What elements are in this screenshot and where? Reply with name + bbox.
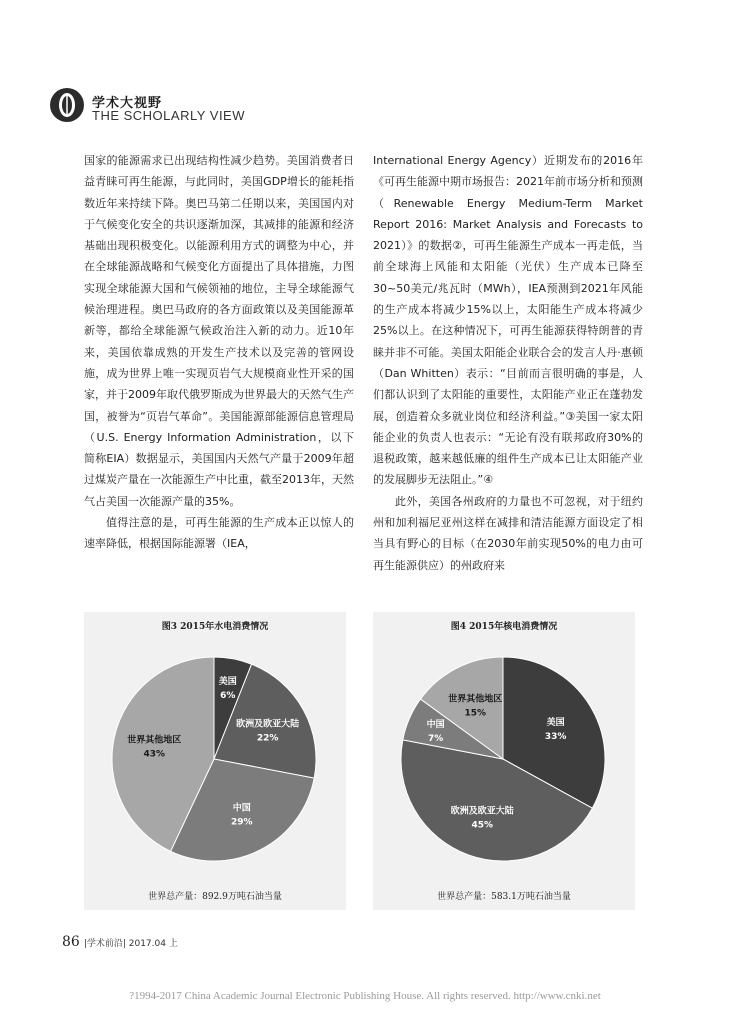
section-title: 学术大视野 (92, 96, 163, 111)
copyright-notice: ?1994-2017 China Academic Journal Electronic Publishing House. All rights reserved. http://www.cnki.net (129, 990, 601, 1002)
slice-label-pct: 33% (544, 731, 567, 742)
paragraph: 值得注意的是，可再生能源的生产成本正以惊人的速率降低，根据国际能源署（IEA， (84, 516, 354, 551)
slice-label-pct: 45% (471, 820, 494, 831)
slice-label-pct: 6% (220, 690, 236, 701)
figure-hydro (84, 612, 346, 910)
slice-label-pct: 43% (143, 749, 166, 760)
slice-label-name: 中国 (426, 719, 445, 730)
page-number: 86 (62, 934, 80, 950)
figure-title: 图3 2015年水电消费情况 (161, 622, 269, 632)
paragraph: International Energy Agency）近期发布的2016年《可再生能源中期市场报告：2021年前市场分析和预测（Renewable Energy Medium-Term Market Report 2016: Market Analysis and Forecasts to 2021）》的数据②，可再生能源生产成本一再走低，当前全球海上风能和太阳能（光伏）生产成本已降至30~50美元/兆瓦时（MWh），IEA预测到2021年风能的生产成本将减少15%以上，太阳能生产成本将减少25%以上。在这种情况下，可再生能源获得特朗普的青睐并非不可能。美国太阳能企业联合会的发言人丹·惠顿（Dan Whitten）表示：“目前而言很明确的事是，人们都认识到了太阳能的重要性，太阳能产业正在蓬勃发展，创造着众多就业岗位和经济利益。”③美国一家太阳能企业的负责人也表示：“无论有没有联邦政府30%的退税政策，越来越低廉的组件生产成本已让太阳能产业的发展脚步无法阻止。”④ (373, 154, 643, 487)
slice-label-name: 美国 (546, 717, 565, 728)
paragraph: 此外，美国各州政府的力量也不可忽视，对于纽约州和加利福尼亚州这样在减排和清洁能源方面设定了相当具有野心的目标（在2030年前实现50%的电力由可再生能源供应）的州政府来 (373, 494, 643, 572)
section-title-en: THE SCHOLARLY VIEW (92, 108, 245, 123)
journal-issue-text: |学术前沿| 2017.04 上 (83, 939, 178, 949)
figure-total: 世界总产量：583.1万吨石油当量 (437, 892, 571, 902)
pie-chart-hydro (84, 612, 346, 910)
right-column (373, 150, 643, 576)
slice-label-pct: 22% (256, 733, 279, 744)
slice-label-pct: 15% (464, 708, 486, 719)
paragraph: 国家的能源需求已出现结构性减少趋势。美国消费者日益青睐可再生能源，与此同时，美国GDP增长的能耗指数近年来持续下降。奥巴马第二任期以来，美国国内对于气候变化安全的共识逐渐加深，其减排的能源和经济基础出现积极变化。以能源利用方式的调整为中心，并在全球能源战略和气候变化方面提出了具体措施，力图实现全球能源大国和气候领袖的地位，主导全球能源气候治理进程。奥巴马政府的各方面政策以及美国能源革新等，都给全球能源气候政治注入新的动力。近10年来，美国依靠成熟的开发生产技术以及完善的管网设施，成为世界上唯一实现页岩气大规模商业性开采的国家，并于2009年取代俄罗斯成为世界最大的天然气生产国，被誉为“页岩气革命”。美国能源部能源信息管理局（U.S. Energy Information Administration，以下简称EIA）数据显示，美国国内天然气产量于2009年超过煤炭产量在一次能源生产中比重，截至2013年，天然气占美国一次能源产量的35%。 (84, 154, 354, 508)
slice-label-name: 欧洲及欧亚大陆 (236, 719, 300, 730)
slice-label-name: 世界其他地区 (127, 735, 182, 746)
left-column (84, 150, 354, 555)
pie-chart-nuclear (373, 612, 635, 910)
slice-label-name: 世界其他地区 (448, 694, 503, 705)
slice-label-name: 美国 (218, 676, 237, 687)
slice-label-pct: 7% (427, 733, 444, 744)
journal-logo-icon (48, 86, 86, 124)
figure-total: 世界总产量：892.9万吨石油当量 (148, 892, 282, 902)
figure-title: 图4 2015年核电消费情况 (450, 622, 558, 632)
slice-label-name: 欧洲及欧亚大陆 (450, 806, 514, 817)
figure-nuclear (373, 612, 635, 910)
slice-label-pct: 29% (231, 817, 253, 828)
journal-logo (48, 86, 86, 128)
slice-label-name: 中国 (232, 803, 251, 814)
journal-issue (84, 936, 178, 949)
